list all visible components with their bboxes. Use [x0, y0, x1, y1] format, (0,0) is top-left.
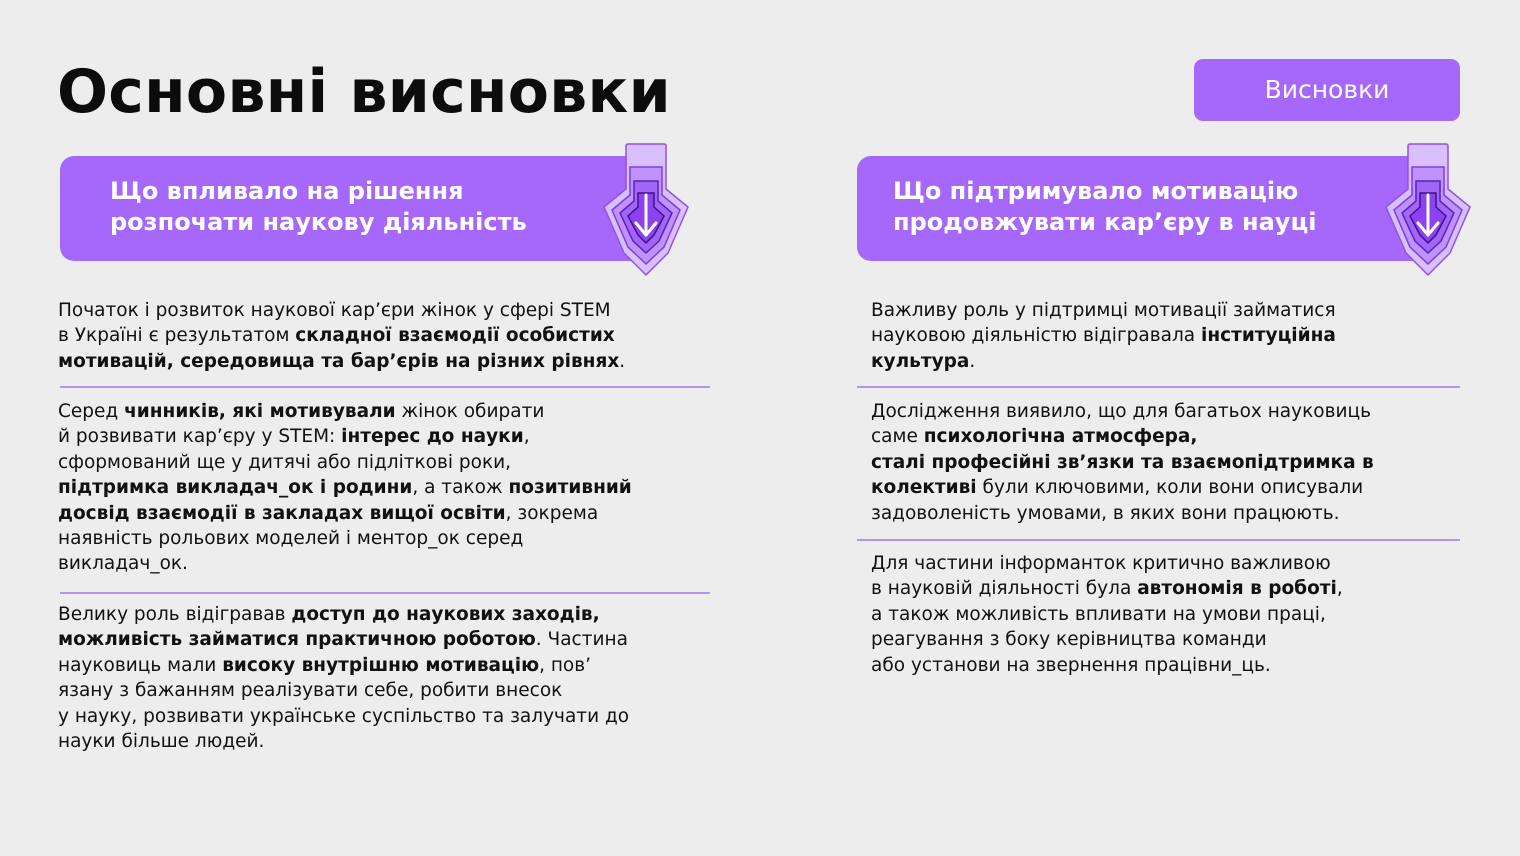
divider — [857, 539, 1460, 541]
left-banner-title: Що впливало на рішення розпочати наукову діяльність — [110, 177, 527, 236]
left-paragraph-3: Велику роль відігравав доступ до наукових заходів, можливість займатися практичною роботою. Частина науковиць мали високу внутрішню мотивацію, пов’ язану з бажанням реалізувати себе, робити внесок у науку, розвивати українське суспільство та залучати до науки більше людей. — [58, 604, 630, 753]
divider — [60, 592, 710, 594]
right-paragraph-2: Дослідження виявило, що для багатьох науковиць саме психологічна атмосфера, сталі професійні зв’язки та взаємопідтримка в колективі були ключовими, коли вони описували задоволеність умовами, в яких вони працюють. — [871, 401, 1374, 524]
right-column-banner — [857, 156, 1419, 261]
left-paragraph-1: Початок і розвиток наукової кар’єри жінок у сфері STEM в Україні є результатом складної взаємодії особистих мотивацій, середовища та бар’єрів на різних рівнях. — [58, 300, 626, 372]
arrow-down-icon — [1384, 143, 1472, 277]
section-badge[interactable]: Висновки — [1194, 59, 1460, 121]
left-paragraph-2: Серед чинників, які мотивували жінок обирати й розвивати кар’єру у STEM: інтерес до науки, сформований ще у дитячі або підліткові роки, підтримка викладач_ок і родини, а також позитивний досвід взаємодії в закладах вищої освіти, зокрема наявність рольових моделей і ментор_ок серед викладач_ок. — [58, 401, 632, 575]
divider — [857, 386, 1460, 388]
right-paragraph-3: Для частини інформанток критично важливою в науковій діяльності була автономія в роботі, а також можливість впливати на умови праці, реагування з боку керівництва команди або установи на звернення працівни_ць. — [871, 553, 1343, 676]
page-title: Основні висновки — [57, 57, 671, 127]
right-paragraph-1: Важливу роль у підтримці мотивації займатися науковою діяльністю відігравала інституційна культура. — [871, 300, 1336, 372]
right-banner-title: Що підтримувало мотивацію продовжувати кар’єру в науці — [893, 177, 1317, 236]
left-column-banner — [60, 156, 638, 261]
divider — [60, 386, 710, 388]
arrow-down-icon — [602, 143, 690, 277]
